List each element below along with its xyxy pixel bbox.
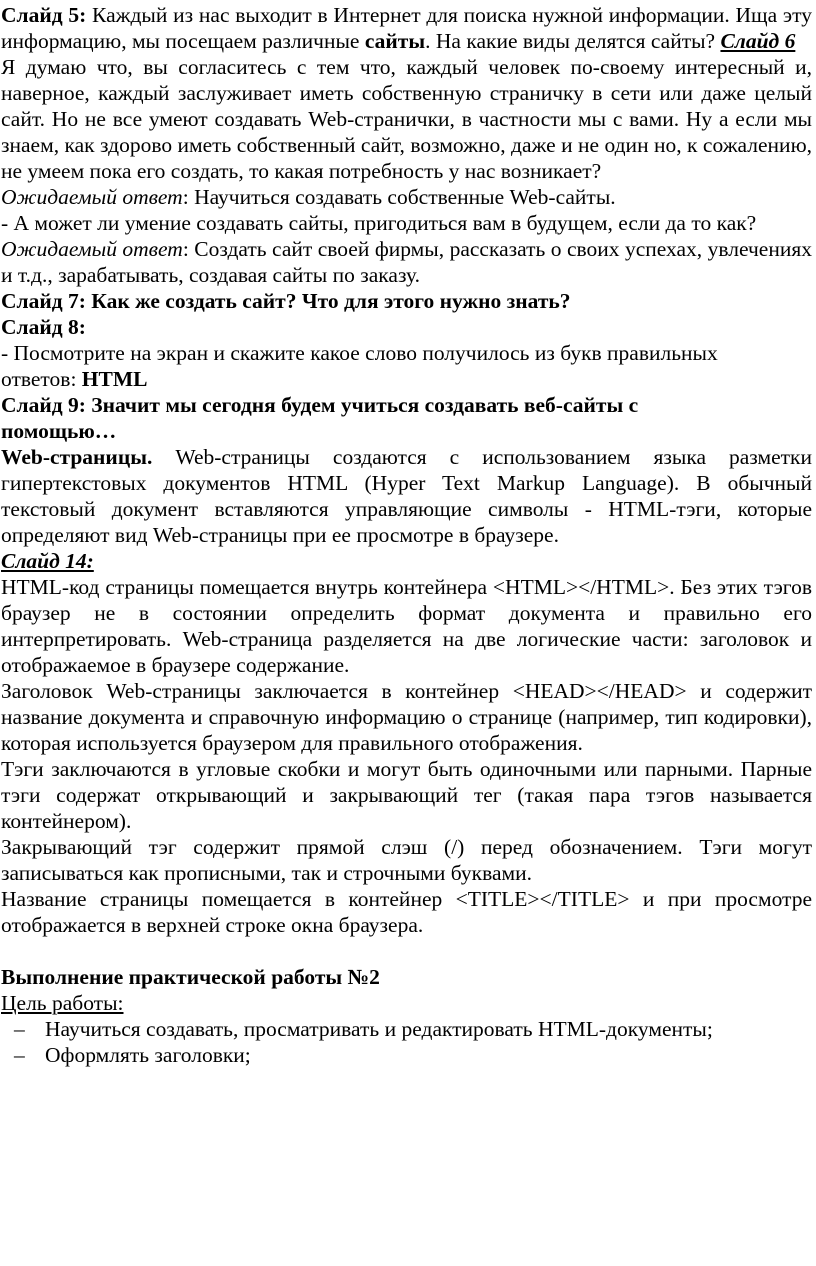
slide-8-answer: HTML [81,367,148,391]
expected-answer-text: : Научиться создавать собственные Web-сайты. [182,185,616,209]
goal-label: Цель работы: [1,991,124,1015]
list-item [1,1016,812,1042]
closing-tag-paragraph: Закрывающий тэг содержит прямой слэш (/) перед обозначением. Тэги могут записываться как прописными, так и строчными буквами. [1,835,812,885]
slide-8-question: - Посмотрите на экран и скажите какое слово получилось из букв правильных ответов: [1,341,718,391]
blank-line [1,938,812,964]
goal-list [1,1016,812,1068]
dash-bullet: – [14,1017,25,1041]
expected-answer-label: Ожидаемый ответ [1,237,183,261]
dash-bullet: – [14,1043,25,1067]
list-item [1,1042,812,1068]
list-item-text: Научиться создавать, просматривать и редактировать HTML-документы; [45,1017,713,1041]
slide-8-text [1,340,812,392]
intro-paragraph: Я думаю что, вы согласитесь с тем что, каждый человек по-своему интересный и, наверное, каждый заслуживает иметь собственную страничку в сети или даже целый сайт. Но не все умеют создавать Web-странички, в частности мы с вами. Ну а если мы знаем, как здорово иметь собственный сайт, возможно, даже и не один но, к сожалению, не умеем пока его создать, то какая потребность у нас возникает? [1,55,812,183]
question-2: - А может ли умение создавать сайты, пригодиться вам в будущем, если да то как? [1,211,757,235]
slide-9-heading: Слайд 9: Значит мы сегодня будем учиться создавать веб-сайты с помощью… [1,393,639,443]
slide-5-paragraph [1,2,812,54]
title-container-paragraph: Название страницы помещается в контейнер <TITLE></TITLE> и при просмотре отображается в верхней строке окна браузера. [1,887,812,937]
head-container-paragraph: Заголовок Web-страницы заключается в контейнер <HEAD></HEAD> и содержит название документа и справочную информацию о странице (например, тип кодировки), которая используется браузером для правильного отображения. [1,679,812,755]
expected-answer-1 [1,184,812,210]
slide-7-heading: Слайд 7: Как же создать сайт? Что для этого нужно знать? [1,289,571,313]
slide-5-bold-word: сайты [364,29,426,53]
slide-14-label: Слайд 14: [1,549,94,573]
expected-answer-text: : Создать сайт своей фирмы, рассказать о своих успехах, увлечениях и т.д., зарабатывать, создавая сайты по заказу. [1,237,812,287]
practice-heading: Выполнение практической работы №2 [1,965,380,989]
slide-8-heading: Слайд 8: [1,315,86,339]
expected-answer-2 [1,236,812,288]
html-container-paragraph: HTML-код страницы помещается внутрь контейнера <HTML></HTML>. Без этих тэгов браузер не в состоянии определить формат документа и правильно его интерпретировать. Web-страница разделяется на две логические части: заголовок и отображаемое в браузере содержание. [1,575,812,677]
slide-5-text: Каждый из нас выходит в Интернет для поиска нужной информации. Ища эту информацию, мы посещаем различные [1,3,813,53]
web-pages-term: Web-страницы. [1,445,153,469]
slide-6-label: Слайд 6 [720,29,796,53]
expected-answer-label: Ожидаемый ответ [1,185,183,209]
slide-5-text-2: . На какие виды делятся сайты? [425,29,721,53]
list-item-text: Оформлять заголовки; [45,1043,251,1067]
web-pages-paragraph [1,444,812,548]
tags-paragraph: Тэги заключаются в угловые скобки и могут быть одиночными или парными. Парные тэги содержат открывающий и закрывающий тег (такая пара тэгов называется контейнером). [1,757,812,833]
slide-5-label: Слайд 5: [1,3,87,27]
web-pages-text: Web-страницы создаются с использованием языка разметки гипертекстовых документов HTML (Hyper Text Markup Language). В обычный текстовый документ вставляются управляющие символы - HTML-тэги, которые определяют вид Web-страницы при ее просмотре в браузере. [1,445,812,547]
